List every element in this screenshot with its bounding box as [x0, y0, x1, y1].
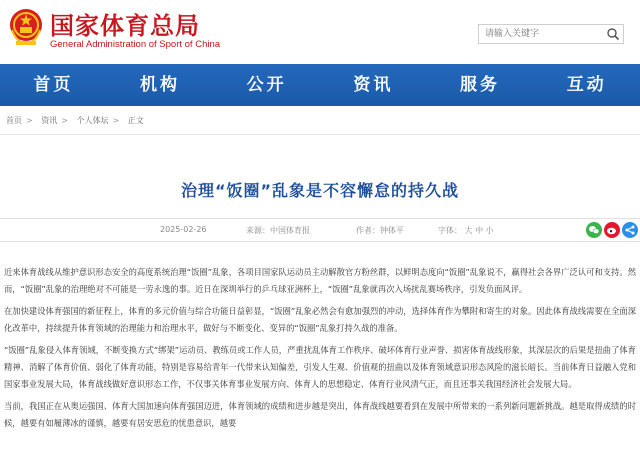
- breadcrumb-news[interactable]: 资讯: [41, 116, 58, 125]
- nav-item-interaction[interactable]: 互动: [566, 75, 607, 95]
- article-paragraph: 当前，我国正在从奥运强国、体育大国加速向体育强国迈进，体育领域的成绩和进步越是突出，体育战线越要看到在发展中所带来的一系列新问题新挑战。越是取得成绩的时候，越要有如履薄冰的谨慎，越要有居安思危的忧患意识，越要: [4, 401, 636, 428]
- nav-item-public[interactable]: 公开: [246, 75, 287, 95]
- source-label: 来源：: [246, 226, 270, 235]
- article-meta: [0, 218, 640, 242]
- article-author: [356, 225, 404, 236]
- article-body: [4, 264, 636, 437]
- source-value: 中国体育报: [270, 226, 310, 235]
- author-label: 作者：: [356, 226, 380, 235]
- breadcrumb-current: 正文: [127, 116, 144, 125]
- article-paragraph: 近来体育战线从维护意识形态安全的高度系统治理“饭圈”乱象，各项目国家队运动员主动解散官方粉丝群，以鲜明态度向“饭圈”乱象说不，赢得社会各界广泛认可和支持。然而，“饭圈”乱象的治理绝对不可能是一劳永逸的事。近日在深圳举行的乒乓球亚洲杯上，“饭圈”乱象就再次入场扰乱赛场秩序，引发负面风评。: [4, 267, 636, 294]
- breadcrumb-separator: >: [26, 116, 33, 125]
- site-header: [0, 0, 640, 62]
- nav-item-organization[interactable]: 机构: [140, 75, 180, 95]
- font-size-small[interactable]: 小: [485, 226, 494, 235]
- breadcrumb: [0, 112, 640, 135]
- main-nav: [0, 64, 640, 106]
- breadcrumb-home[interactable]: 首页: [6, 116, 22, 125]
- nav-item-home[interactable]: 首页: [33, 75, 74, 95]
- article-title: 治理“饭圈”乱象是不容懈怠的持久战: [180, 181, 460, 200]
- search-input[interactable]: [485, 27, 595, 41]
- breadcrumb-separator: >: [112, 116, 120, 125]
- author-value: 钟体平: [380, 226, 404, 235]
- article-date: 2025-02-26: [160, 225, 207, 234]
- breadcrumb-sports-news[interactable]: 个人体坛: [76, 116, 109, 125]
- font-size-medium[interactable]: 中: [475, 226, 484, 235]
- search-box: [478, 24, 624, 44]
- share-icon[interactable]: [622, 222, 638, 238]
- weibo-icon[interactable]: [604, 222, 620, 238]
- national-emblem-icon[interactable]: [8, 6, 44, 48]
- wechat-icon[interactable]: [586, 222, 602, 238]
- article-paragraph: 在加快建设体育强国的新征程上，体育的多元价值与综合功能日益彰显，“饭圈”乱象必然会有愈加强烈的冲动，选择体育作为攀附和寄生的对象。因此体育战线需要在全面深化改革中，持续提升体育领域的治理能力和治理水平，做好与不断变化、变异的“饭圈”乱象打持久战的准备。: [4, 306, 636, 333]
- font-size-control: [438, 225, 494, 236]
- nav-item-service[interactable]: 服务: [460, 75, 501, 95]
- nav-item-news[interactable]: 资讯: [353, 75, 394, 95]
- search-icon[interactable]: [606, 27, 620, 41]
- font-size-label: 字体：: [438, 226, 462, 235]
- site-name-en: General Administration of Sport of China: [50, 39, 221, 50]
- breadcrumb-separator: >: [61, 116, 68, 125]
- article-source: [246, 225, 310, 236]
- article-paragraph: “饭圈”乱象侵入体育领域，不断变换方式“绑架”运动员、教练员或工作人员，严重扰乱体育工作秩序、破坏体育行业声誉、损害体育战线形象，其深层次的后果是扭曲了体育精神、消解了体育价值、弱化了体育功能，特别是容易给青年一代带来认知偏差，引发人生观、价值观的扭曲以及体育领域意识形态风险的滋长暗长。当前体育日益融入党和国家事业发展大局，体育战线做好意识形态工作，不仅事关体育事业发展方向、体育人的思想稳定、体育行业风清气正，而且还事关我国经济社会发展大局。: [4, 345, 636, 389]
- site-name[interactable]: 国家体育总局: [50, 12, 200, 40]
- font-size-large[interactable]: 大: [464, 226, 473, 235]
